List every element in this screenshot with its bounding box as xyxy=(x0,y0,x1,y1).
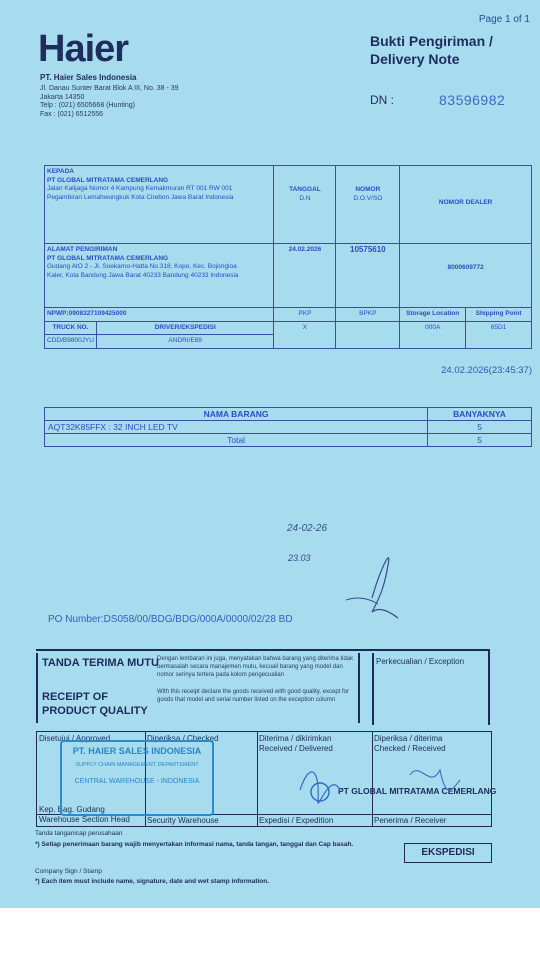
stamp-company: PT. HAIER SALES INDONESIA xyxy=(72,746,202,756)
page-number: Page 1 of 1 xyxy=(478,14,530,25)
handwritten-date: 24-02-26 xyxy=(287,523,328,534)
truck-value: CDD/B9800JYU xyxy=(45,335,97,349)
nomor-value: 10575610 xyxy=(336,244,400,308)
signature-footnote: *) Setiap penerimaan barang wajib menyertakan informasi nama, tanda tangan, tanggal dan Cap basah. xyxy=(35,841,354,848)
truck-label: TRUCK NO. xyxy=(45,321,97,335)
kepada-address-2: Pegambiran Lemahwungkuk Kota Cirebon Jawa Barat Indonesia xyxy=(47,193,234,201)
signature-stroke xyxy=(346,598,378,604)
dealer-header: NOMOR DEALER xyxy=(400,166,532,244)
stamp-circle xyxy=(311,783,329,801)
driver-value: ANDRI/E89 xyxy=(96,335,274,349)
npwp: NPWP:0908327109425000 xyxy=(45,308,274,322)
storage-location-value: 000A xyxy=(400,321,466,348)
pkp-label: PKP xyxy=(274,308,336,322)
stamp-footnote: *) Each item must include name, signature, date and wet stamp information. xyxy=(35,878,270,885)
shipping-point-value: 65D1 xyxy=(466,321,532,348)
storage-location-label: Storage Location xyxy=(400,308,466,322)
alamat-address-1: Gudang AIO 2 - Jl. Soekarno-Hatta No.318, Kopo, Kec. Bojongloa xyxy=(47,263,237,270)
expedition-label: Expedisi / Expedition xyxy=(259,816,334,825)
approved-label: Disetujui / Approved xyxy=(39,734,111,743)
delivered-label: Diterima / dikirimkan Received / Delivered xyxy=(259,734,333,753)
pkp-value: X xyxy=(274,321,336,348)
dn-number: 83596982 xyxy=(439,92,506,108)
signature-stroke xyxy=(410,770,460,790)
receipt-description-en: With this receipt declare the goods received with good quality, except for goods that model and serial number listed on the exception column xyxy=(157,689,349,703)
bpkp-label: BPKP xyxy=(336,308,400,322)
dn-label: DN : xyxy=(370,93,394,107)
item-qty: 5 xyxy=(428,421,532,434)
item-qty-header: BANYAKNYA xyxy=(428,408,532,421)
received-label: Diperiksa / diterima Checked / Received xyxy=(374,734,446,753)
alamat-name: PT GLOBAL MITRATAMA CEMERLANG xyxy=(47,254,169,262)
kepada-name: PT GLOBAL MITRATAMA CEMERLANG xyxy=(47,176,169,184)
driver-label: DRIVER/EKSPEDISI xyxy=(96,321,274,335)
stamp-warehouse: CENTRAL WAREHOUSE - INDONESIA xyxy=(74,778,200,785)
tanggal-sub: D.N xyxy=(299,194,311,202)
nomor-sub: D.O.V/SO xyxy=(353,194,383,202)
nomor-label: NOMOR xyxy=(355,186,381,193)
receipt-description-id: Dengan lembaran ini juga, menyatakan bahwa barang yang diterima tidak bermasalah secara manajemen mutu, kecuali barang yang model dan nomor serinya tertera pada kolom pengecualian xyxy=(157,656,354,678)
security-label: Security Warehouse xyxy=(147,816,219,825)
dealer-value: 8000609772 xyxy=(400,244,532,308)
tanggal-label: TANGGAL xyxy=(289,186,321,193)
total-label: Total xyxy=(45,434,428,447)
signature-stroke xyxy=(300,772,340,803)
receiver-company-stamp: PT GLOBAL MITRATAMA CEMERLANG xyxy=(338,786,497,796)
alamat-label: ALAMAT PENGIRIMAN xyxy=(47,246,118,253)
address-line: Jl. Danau Sunter Barat Blok A III, No. 38 - 39 xyxy=(40,85,179,92)
tanggal-value: 24.02.2026 xyxy=(274,244,336,308)
title-line-2: Delivery Note xyxy=(370,51,460,67)
section-head-label: Kep. Bag. Gudang Warehouse Section Head xyxy=(39,805,130,824)
shipping-point-label: Shipping Point xyxy=(466,308,532,322)
ekspedisi-box: EKSPEDISI xyxy=(404,843,492,863)
receipt-title-id: TANDA TERIMA MUTU xyxy=(42,657,159,669)
print-timestamp: 24.02.2026(23:45:37) xyxy=(441,365,532,376)
haier-logo: Haier xyxy=(38,28,129,70)
title-line-1: Bukti Pengiriman / xyxy=(370,33,493,49)
kepada-label: KEPADA xyxy=(47,168,74,175)
receiver-label: Penerima / Receiver xyxy=(374,816,447,825)
signature-footnote-label: Tanda tanganicap perusahaan xyxy=(35,830,123,837)
stamp-department: SUPPLY CHAIN MANAGEMENT DEPARTEMENT xyxy=(75,762,199,768)
po-number: PO Number:DS058/00/BDG/BDG/000A/0000/02/28 BD xyxy=(48,614,293,625)
address-line: Fax : (021) 6512556 xyxy=(40,110,104,118)
item-name-header: NAMA BARANG xyxy=(45,408,428,421)
address-line: Jakarta 14350 xyxy=(40,93,85,101)
signature-stroke xyxy=(372,558,398,618)
alamat-address-2: Kaler, Kota Bandung Jawa Barat 40233 Bandung 40233 Indonesia xyxy=(47,271,239,279)
stamp-footnote-label: Company Sign / Stamp xyxy=(35,868,102,875)
checked-label: Diperiksa / Checked xyxy=(147,734,219,743)
address-line: Telp : (021) 6505668 (Hunting) xyxy=(40,102,135,109)
total-value: 5 xyxy=(428,434,532,447)
kepada-address-1: Jalan Kalijaga Nomor 4 Kampung Kemakmuran RT 001 RW 001 xyxy=(47,185,233,192)
handwritten-time: 23.03 xyxy=(288,553,311,563)
company-name: PT. Haier Sales Indonesia xyxy=(40,73,137,82)
receipt-title-en: RECEIPT OF PRODUCT QUALITY xyxy=(42,691,148,717)
exception-label: Perkecualian / Exception xyxy=(376,657,465,666)
item-name: AQT32K85FFX : 32 INCH LED TV xyxy=(45,421,428,434)
